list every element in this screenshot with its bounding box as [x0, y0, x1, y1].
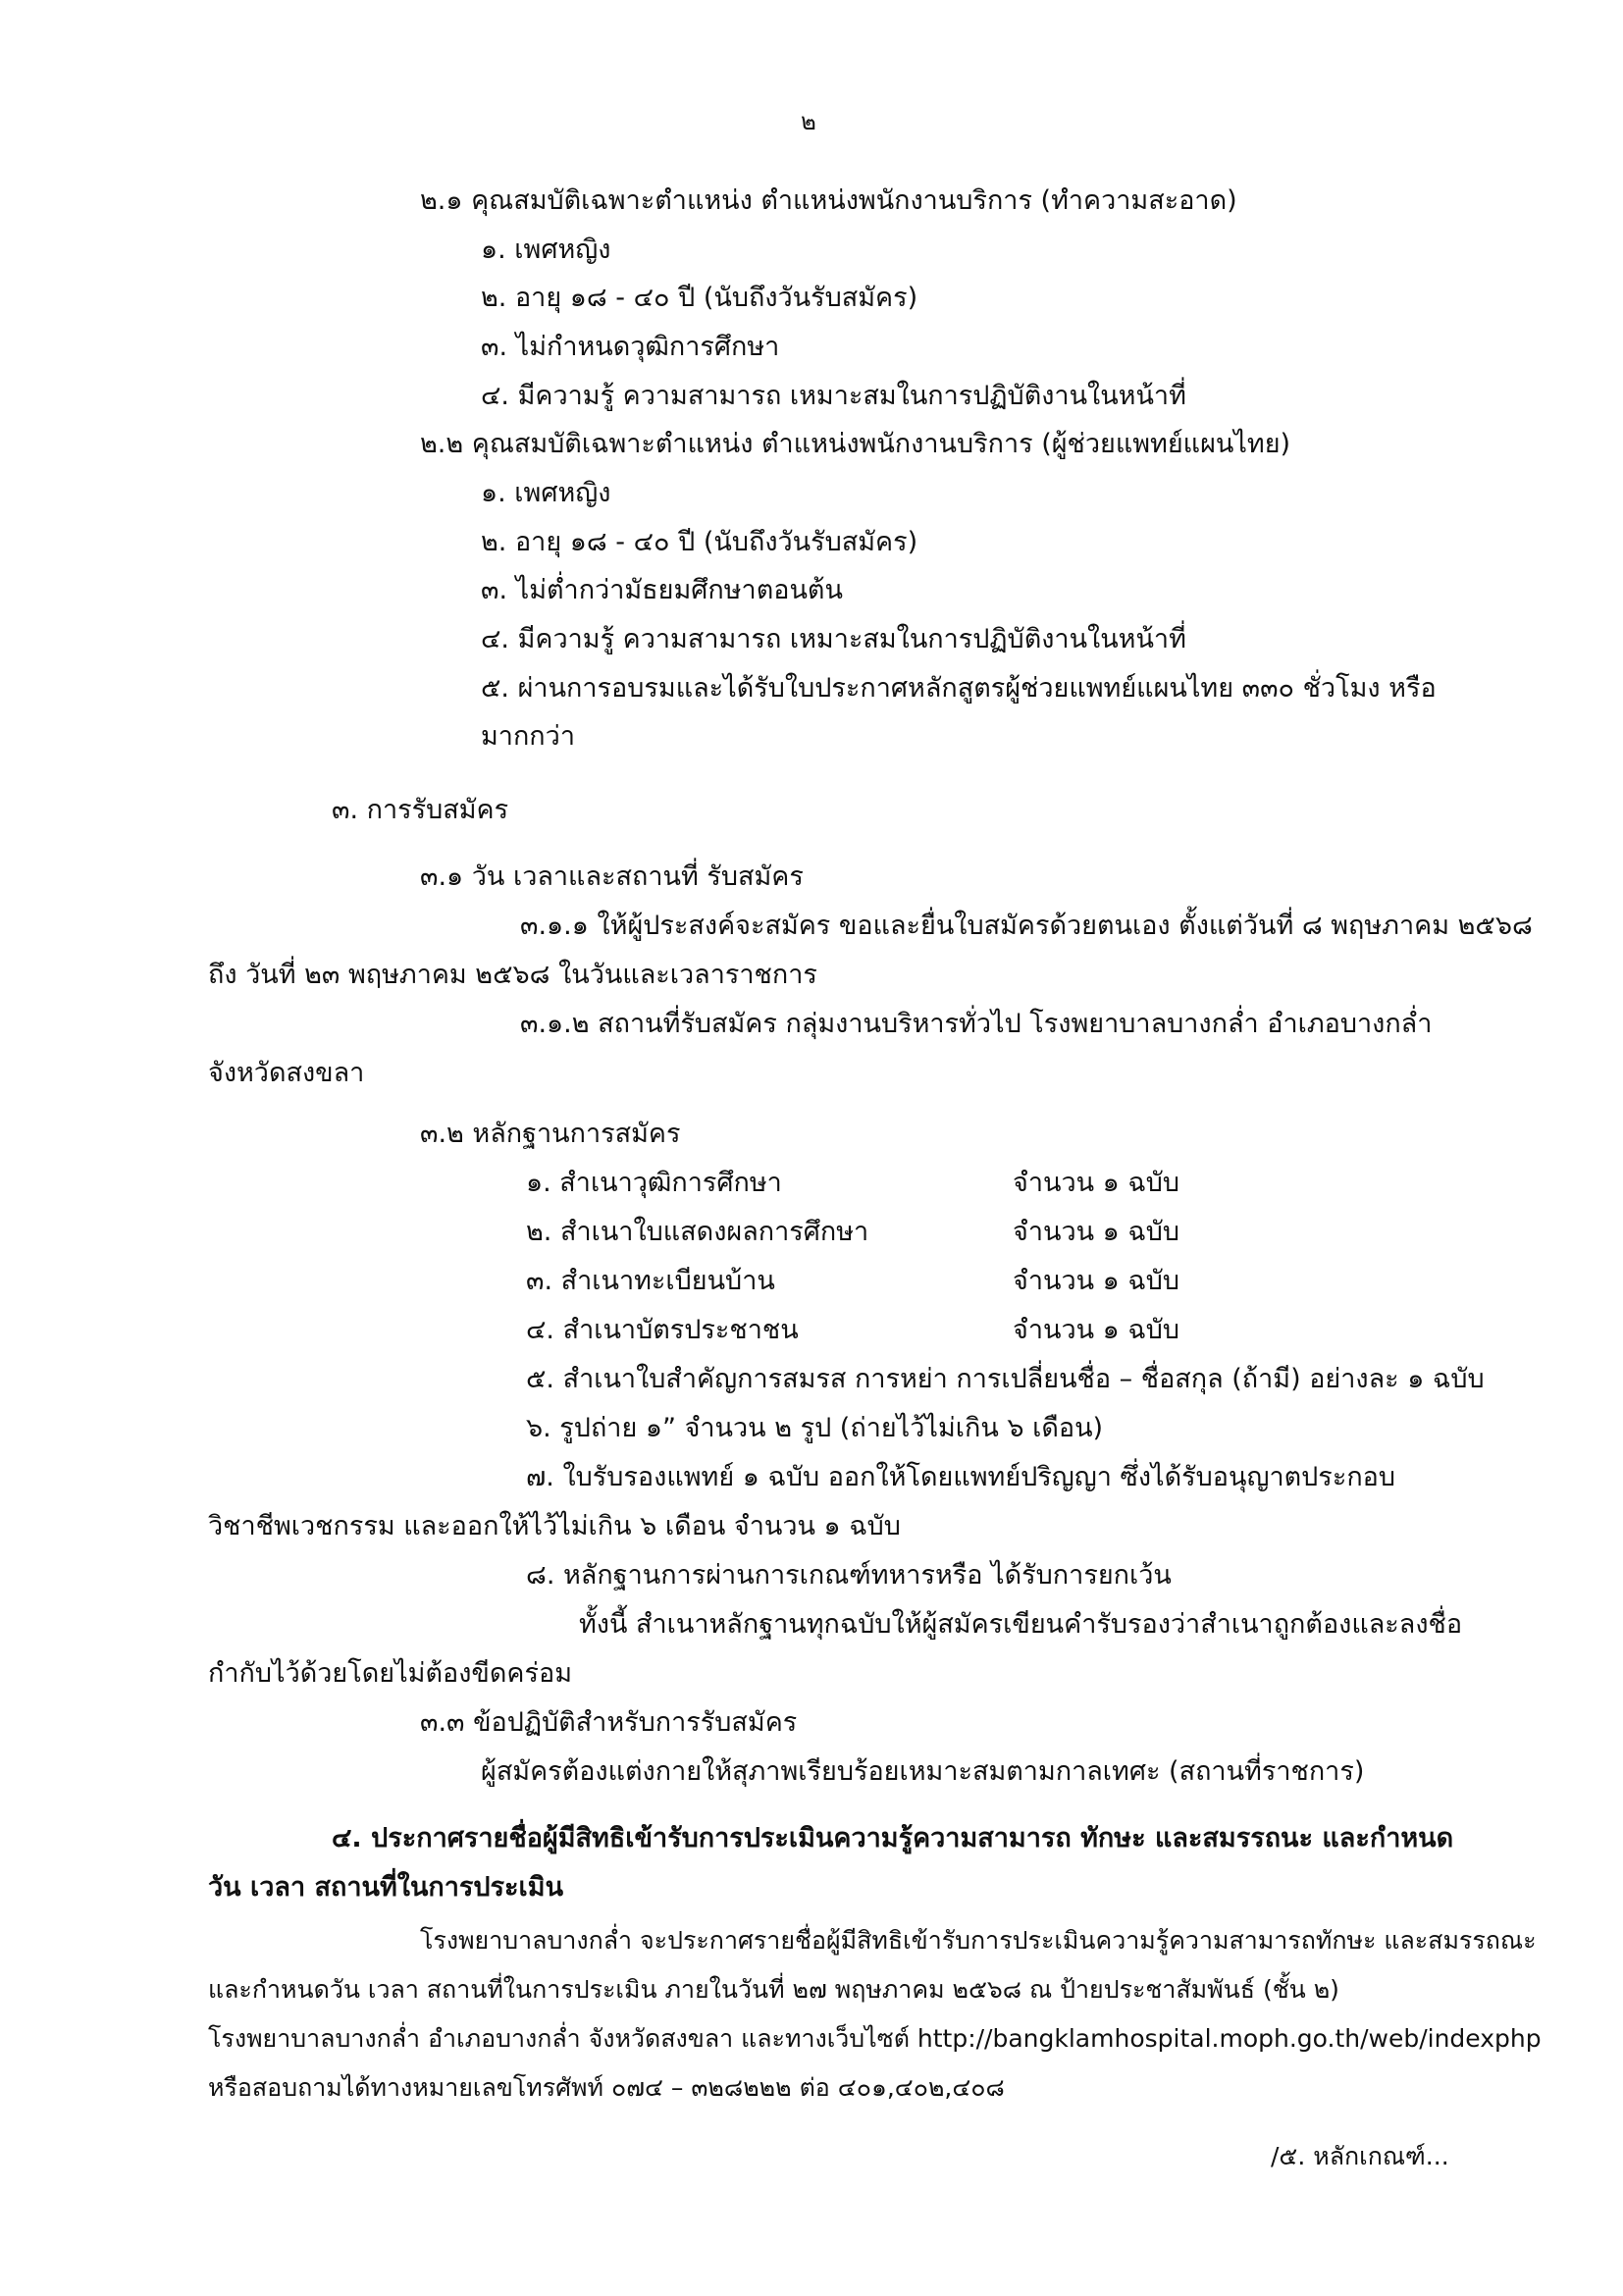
section-4-heading-line-1: ๔. ประกาศรายชื่อผู้มีสิทธิเข้ารับการประเมินความรู้ความสามารถ ทักษะ และสมรรถนะ และกำหนด — [332, 1823, 1454, 1853]
doc-7-line-1: ๗. ใบรับรองแพทย์ ๑ ฉบับ ออกให้โดยแพทย์ปริญญา ซึ่งได้รับอนุญาตประกอบ — [526, 1462, 1396, 1492]
s21-item-3: ๓. ไม่กำหนดวุฒิการศึกษา — [481, 332, 780, 362]
page-number: ๒ — [801, 108, 816, 135]
section-4-para-line-1: โรงพยาบาลบางกล่ำ จะประกาศรายชื่อผู้มีสิทธิเข้ารับการประเมินความรู้ความสามารถทักษะ และสมรรถณะ — [420, 1926, 1537, 1955]
doc-4-qty: จำนวน ๑ ฉบับ — [1013, 1315, 1180, 1345]
doc-1-qty: จำนวน ๑ ฉบับ — [1013, 1168, 1180, 1198]
doc-5: ๕. สำเนาใบสำคัญการสมรส การหย่า การเปลี่ยนชื่อ – ชื่อสกุล (ถ้ามี) อย่างละ ๑ ฉบับ — [526, 1364, 1485, 1394]
note-line-2: กำกับไว้ด้วยโดยไม่ต้องขีดคร่อม — [208, 1658, 572, 1689]
s22-item-2: ๒. อายุ ๑๘ - ๔๐ ปี (นับถึงวันรับสมัคร) — [481, 527, 918, 557]
continued-marker: /๕. หลักเกณฑ์... — [1271, 2142, 1449, 2170]
s312-line-2: จังหวัดสงขลา — [208, 1058, 365, 1088]
section-2-1-heading: ๒.๑ คุณสมบัติเฉพาะตำแหน่ง ตำแหน่งพนักงานบริการ (ทำความสะอาด) — [420, 185, 1237, 216]
section-3-3-text: ผู้สมัครต้องแต่งกายให้สุภาพเรียบร้อยเหมาะสมตามกาลเทศะ (สถานที่ราชการ) — [481, 1756, 1365, 1787]
s311-line-1: ๓.๑.๑ ให้ผู้ประสงค์จะสมัคร ขอและยื่นใบสมัครด้วยตนเอง ตั้งแต่วันที่ ๘ พฤษภาคม ๒๕๖๘ — [520, 911, 1533, 941]
section-3-heading: ๓. การรับสมัคร — [332, 795, 509, 825]
s22-item-3: ๓. ไม่ต่ำกว่ามัธยมศึกษาตอนต้น — [481, 575, 843, 605]
section-4-heading-line-2: วัน เวลา สถานที่ในการประเมิน — [208, 1872, 564, 1903]
doc-2-name: ๒. สำเนาใบแสดงผลการศึกษา — [526, 1217, 869, 1247]
section-4-para-line-2: และกำหนดวัน เวลา สถานที่ในการประเมิน ภายในวันที่ ๒๗ พฤษภาคม ๒๕๖๘ ณ ป้ายประชาสัมพันธ์ (ชั้น ๒) — [208, 1975, 1339, 2004]
s22-item-5-cont: มากกว่า — [481, 721, 575, 752]
doc-4-name: ๔. สำเนาบัตรประชาชน — [526, 1315, 799, 1345]
section-3-2-heading: ๓.๒ หลักฐานการสมัคร — [420, 1119, 681, 1149]
s312-line-1: ๓.๑.๒ สถานที่รับสมัคร กลุ่มงานบริหารทั่วไป โรงพยาบาลบางกล่ำ อำเภอบางกล่ำ — [520, 1009, 1433, 1039]
doc-7-line-2: วิชาชีพเวชกรรม และออกให้ไว้ไม่เกิน ๖ เดือน จำนวน ๑ ฉบับ — [208, 1511, 901, 1541]
section-4-para-line-4: หรือสอบถามได้ทางหมายเลขโทรศัพท์ ๐๗๔ – ๓๒๘๒๒๒ ต่อ ๔๐๑,๔๐๒,๔๐๘ — [208, 2073, 1005, 2102]
doc-2-qty: จำนวน ๑ ฉบับ — [1013, 1217, 1180, 1247]
section-2-2-heading: ๒.๒ คุณสมบัติเฉพาะตำแหน่ง ตำแหน่งพนักงานบริการ (ผู้ช่วยแพทย์แผนไทย) — [420, 429, 1291, 459]
section-3-3-heading: ๓.๓ ข้อปฏิบัติสำหรับการรับสมัคร — [420, 1707, 798, 1738]
s21-item-2: ๒. อายุ ๑๘ - ๔๐ ปี (นับถึงวันรับสมัคร) — [481, 283, 918, 313]
note-line-1: ทั้งนี้ สำเนาหลักฐานทุกฉบับให้ผู้สมัครเขียนคำรับรองว่าสำเนาถูกต้องและลงชื่อ — [579, 1609, 1463, 1640]
s21-item-4: ๔. มีความรู้ ความสามารถ เหมาะสมในการปฏิบัติงานในหน้าที่ — [481, 381, 1186, 411]
doc-1-name: ๑. สำเนาวุฒิการศึกษา — [526, 1168, 782, 1198]
s311-line-2: ถึง วันที่ ๒๓ พฤษภาคม ๒๕๖๘ ในวันและเวลาราชการ — [208, 960, 817, 990]
section-3-1-heading: ๓.๑ วัน เวลาและสถานที่ รับสมัคร — [420, 861, 804, 892]
doc-3-name: ๓. สำเนาทะเบียนบ้าน — [526, 1266, 775, 1296]
doc-8: ๘. หลักฐานการผ่านการเกณฑ์ทหารหรือ ได้รับการยกเว้น — [526, 1560, 1172, 1591]
doc-6: ๖. รูปถ่าย ๑” จำนวน ๒ รูป (ถ่ายไว้ไม่เกิน ๖ เดือน) — [526, 1413, 1104, 1443]
s22-item-1: ๑. เพศหญิง — [481, 478, 611, 508]
section-4-para-line-3: โรงพยาบาลบางกล่ำ อำเภอบางกล่ำ จังหวัดสงขลา และทางเว็บไซต์ http://bangklamhospital.moph.go.th/web/indexphp — [208, 2024, 1542, 2053]
s22-item-5: ๕. ผ่านการอบรมและได้รับใบประกาศหลักสูตรผู้ช่วยแพทย์แผนไทย ๓๓๐ ชั่วโมง หรือ — [481, 673, 1437, 704]
doc-3-qty: จำนวน ๑ ฉบับ — [1013, 1266, 1180, 1296]
s22-item-4: ๔. มีความรู้ ความสามารถ เหมาะสมในการปฏิบัติงานในหน้าที่ — [481, 624, 1186, 654]
s21-item-1: ๑. เพศหญิง — [481, 235, 611, 265]
